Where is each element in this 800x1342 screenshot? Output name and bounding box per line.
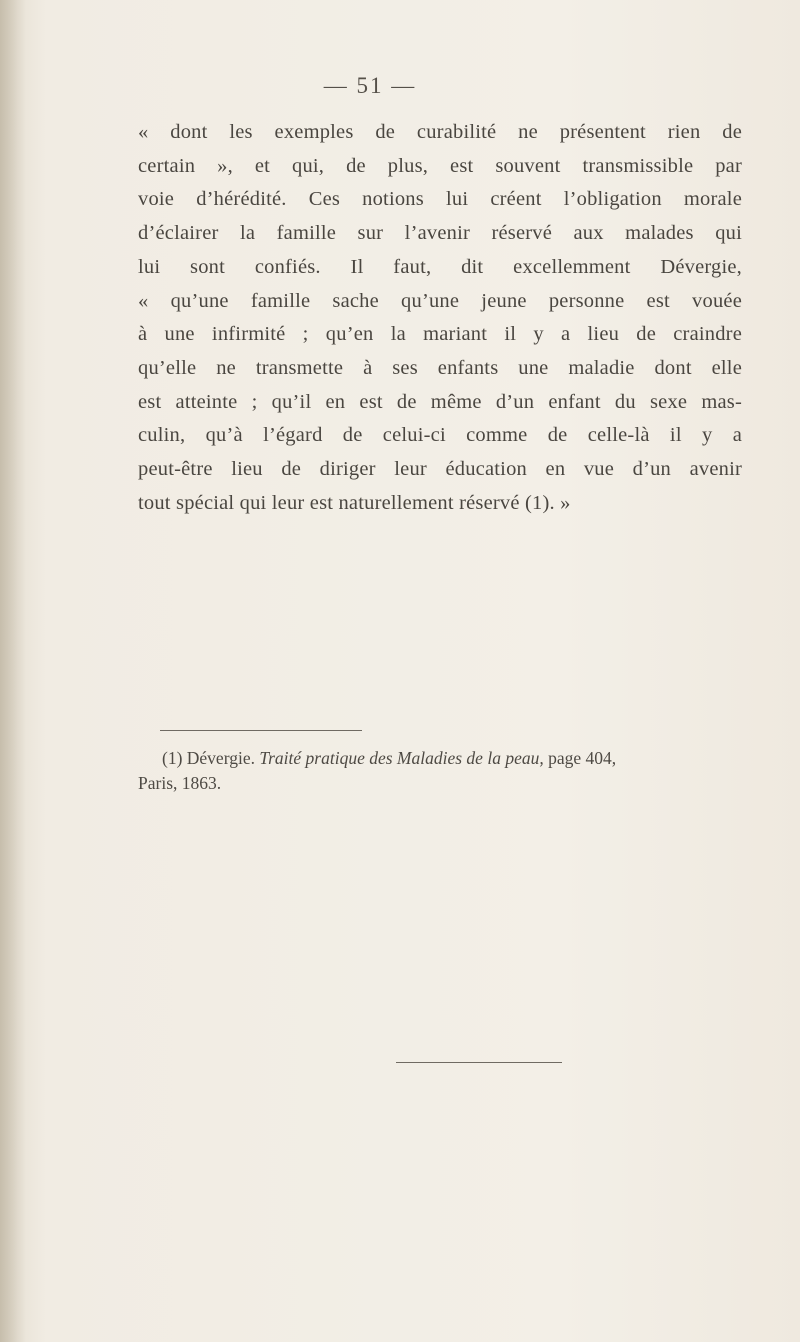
page-edge-shadow xyxy=(0,0,26,1342)
body-line: qu’elle ne transmette à ses enfants une maladie dont elle xyxy=(138,356,742,379)
body-line: à une infirmité ; qu’en la mariant il y a lieu de craindre xyxy=(138,323,742,346)
body-line: lui sont confiés. Il faut, dit excellemment Dévergie, xyxy=(138,255,742,278)
footnote xyxy=(138,746,742,796)
footnote-place-date: Paris, 1863. xyxy=(138,773,222,793)
body-line: « qu’une famille sache qu’une jeune personne est vouée xyxy=(138,289,742,312)
footnote-title: Traité pratique des Maladies de la peau, xyxy=(259,748,544,768)
body-text xyxy=(138,116,742,520)
body-line: peut-être lieu de diriger leur éducation en vue d’un avenir xyxy=(138,458,742,481)
body-line: certain », et qui, de plus, est souvent transmissible par xyxy=(138,154,742,177)
body-line: culin, qu’à l’égard de celui-ci comme de celle-là il y a xyxy=(138,424,742,447)
page-number: — 51 — xyxy=(323,73,417,98)
body-line: voie d’hérédité. Ces notions lui créent l’obligation morale xyxy=(138,188,742,211)
body-line: « dont les exemples de curabilité ne présentent rien de xyxy=(138,121,742,143)
bottom-divider xyxy=(396,1062,562,1063)
footnote-page-ref: page 404, xyxy=(548,748,617,768)
footnote-divider xyxy=(160,730,362,731)
body-line: tout spécial qui leur est naturellement réservé (1). » xyxy=(138,491,571,514)
body-line: est atteinte ; qu’il en est de même d’un enfant du sexe mas- xyxy=(138,390,742,413)
footnote-author: Dévergie. xyxy=(186,748,255,768)
body-line: d’éclairer la famille sur l’avenir réservé aux malades qui xyxy=(138,222,742,245)
footnote-marker: (1) xyxy=(162,748,183,768)
